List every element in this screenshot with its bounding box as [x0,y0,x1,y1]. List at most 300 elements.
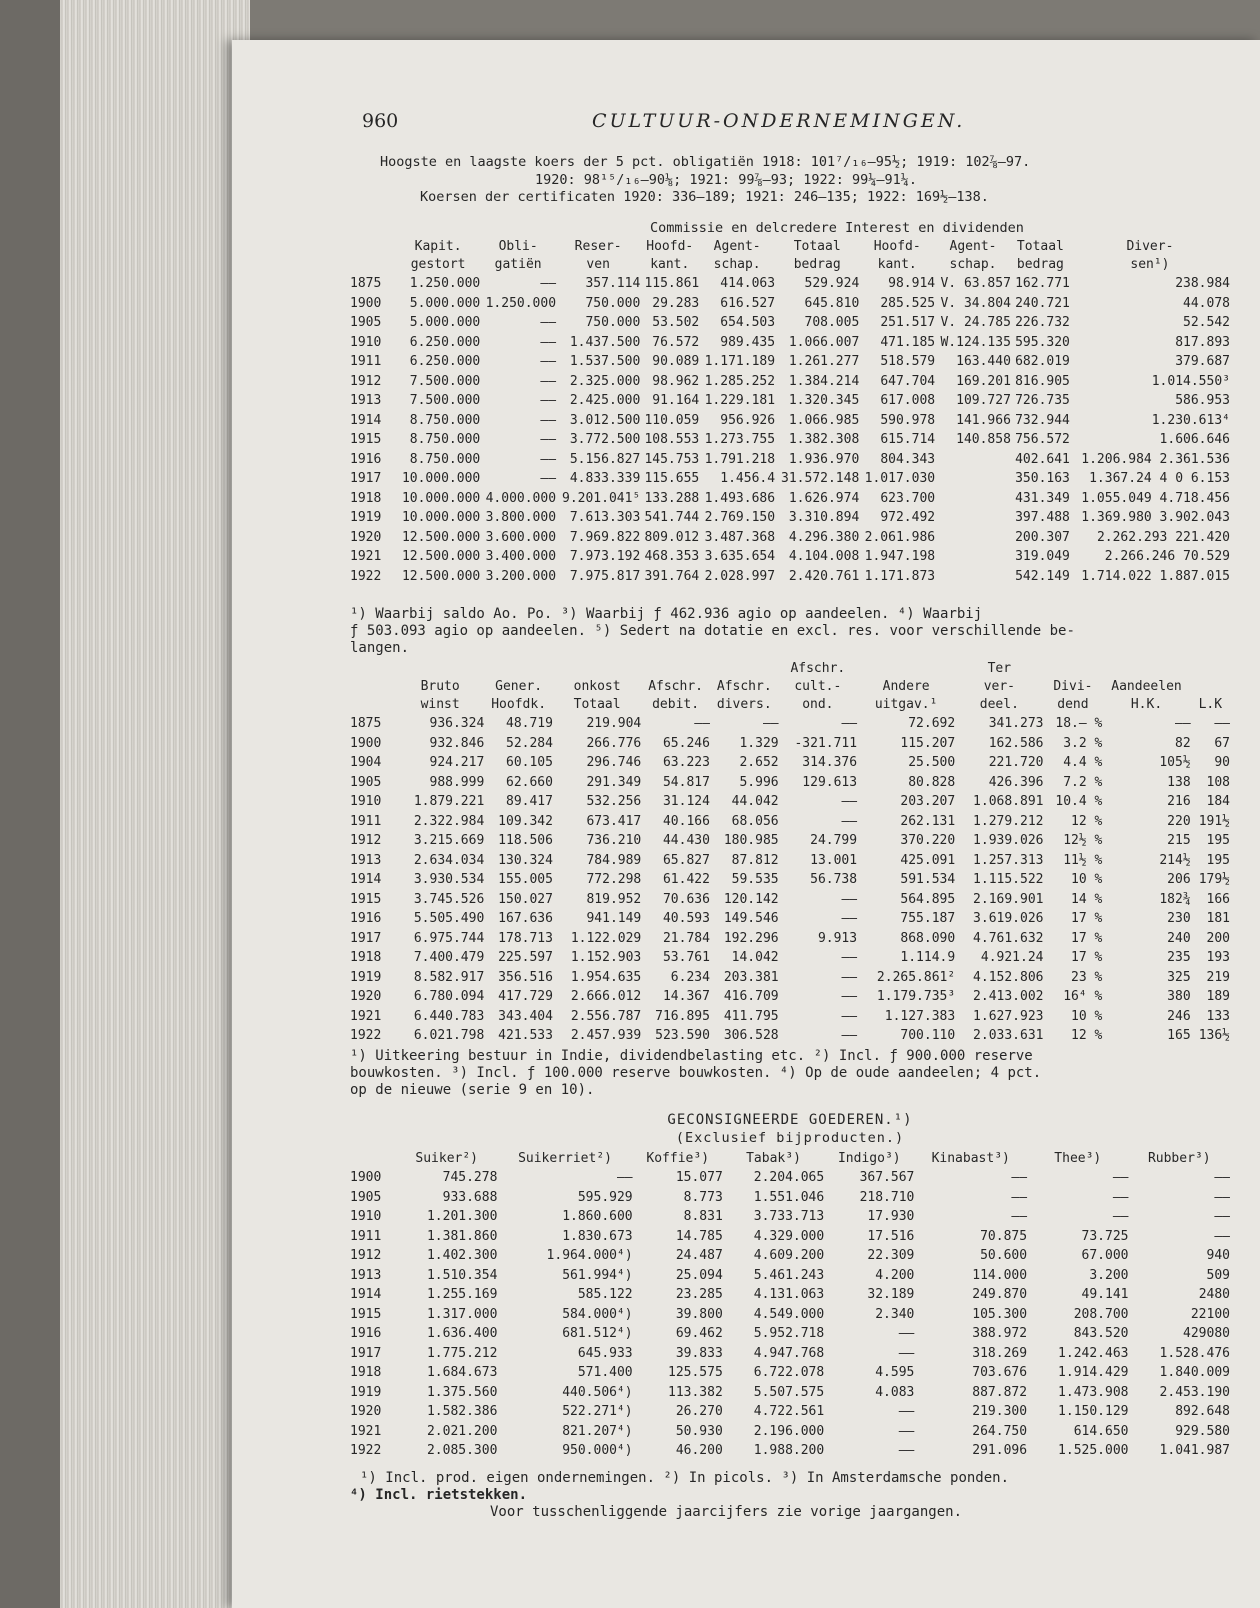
value-cell: 1.626.974 [788,490,860,506]
value-cell: 200 [1206,930,1230,946]
table-row [350,1168,1230,1188]
value-cell: 426.396 [988,774,1044,790]
year-cell: 1913 [350,1267,382,1283]
value-cell: 2480 [1198,1287,1230,1302]
year-cell: 1912 [350,373,382,389]
year-cell: 1905 [350,1189,382,1205]
value-cell: 115.207 [900,735,956,751]
value-cell: 2.652 [739,755,779,770]
value-cell: 6.234 [670,969,710,985]
value-cell: 756.572 [1015,432,1070,447]
value-cell: 1.055.049 4.718.456 [1081,490,1230,506]
table-row [350,773,1230,793]
footnote-line: ¹) Uitkeering bestuur in Indie, dividendbelasting etc. ²) Incl. ƒ 900.000 reserve [350,1048,1033,1064]
value-cell: 285.525 [880,295,936,311]
column-header [350,696,396,714]
value-cell: 843.520 [1073,1326,1129,1341]
value-cell: 1.127.383 [884,1008,956,1024]
value-cell: 6.021.798 [413,1028,485,1043]
footnote-line: ¹) Incl. prod. eigen ondernemingen. ²) In picols. ³) In Amsterdamsche ponden. [360,1470,1010,1486]
year-cell: 1900 [350,1170,382,1185]
value-cell: 9.201.041⁵ [562,490,641,506]
value-cell: 240 [1167,930,1191,946]
column-header: L.K [1198,697,1223,712]
header-row [350,678,1230,696]
value-cell: 13.001 [810,852,858,868]
value-cell: 200.307 [1015,529,1070,545]
footnote-line: bouwkosten. ³) Incl. ƒ 100.000 reserve bouwkosten. ⁴) Op de oude aandeelen; 4 pct. [350,1065,1042,1081]
column-header [641,660,710,678]
value-cell: 1.606.646 [1159,432,1230,447]
value-cell: —— [1112,1170,1129,1185]
value-cell: 105½ [1159,755,1191,770]
value-cell: 10.000.000 [401,471,481,486]
running-title: CULTUUR-ONDERNEMINGEN. [592,110,966,132]
year-cell: 1912 [350,1248,382,1263]
value-cell: 14.367 [662,989,710,1004]
consigned-goods-table [350,1150,1230,1461]
table-row [350,411,1230,431]
value-cell: 24.799 [810,833,858,848]
value-cell: 1.273.755 [704,432,776,447]
value-cell: 1.375.560 [426,1384,498,1400]
value-cell: 25.094 [675,1267,723,1283]
value-cell: W.124.135 [940,334,1011,350]
value-cell: 940 [1206,1248,1230,1263]
value-cell: 220 [1167,813,1191,829]
table-row [350,333,1230,353]
table-row [350,469,1230,489]
value-cell: 357.114 [585,276,641,291]
value-cell: 12.500.000 [401,549,481,564]
table-row [350,1266,1230,1286]
value-cell: 219 [1206,969,1230,985]
value-cell: 59.535 [731,872,779,887]
value-cell: 1.250.000 [485,295,557,311]
value-cell: 120.142 [723,891,779,907]
value-cell: 564.895 [900,891,956,907]
year-cell: 1913 [350,393,382,408]
value-cell: 325 [1167,969,1191,985]
value-cell: —— [898,1423,915,1439]
value-cell [935,469,1011,489]
value-cell: 39.800 [675,1306,723,1322]
year-cell: 1916 [350,1326,382,1341]
value-cell: 1.493.686 [704,490,776,506]
value-cell: 215 [1167,833,1191,848]
table-row [350,734,1230,754]
value-cell: 1.257.313 [973,852,1044,868]
value-cell: 16⁴ % [1063,989,1103,1004]
year-cell: 1920 [350,529,382,545]
value-cell: —— [898,1404,915,1419]
page-number: 960 [362,110,399,132]
value-cell: 2.033.631 [973,1028,1044,1043]
value-cell: 90 [1214,755,1230,770]
value-cell: 1.179.735³ [876,989,956,1004]
value-cell: 616.527 [720,295,776,311]
value-cell: 1.171.873 [864,568,936,584]
value-cell: 4.131.063 [753,1287,825,1302]
value-cell: 4.722.561 [753,1404,825,1419]
column-header [857,660,955,678]
column-header [350,238,396,256]
value-cell: 809.012 [644,529,700,545]
column-header [553,660,641,678]
table-row [350,352,1230,372]
value-cell: 623.700 [880,490,936,506]
year-cell: 1905 [350,315,382,330]
value-cell: 3.200.000 [485,568,557,584]
value-cell: 3.310.894 [788,510,860,525]
column-header [1102,660,1190,678]
year-cell: 1917 [350,930,382,946]
value-cell: 109.342 [498,813,553,829]
column-header: Ter [987,661,1012,676]
value-cell: 226.732 [1015,315,1070,330]
column-header: Indigo³) [837,1151,901,1166]
value-cell: 7.500.000 [409,393,481,408]
value-cell: 3.772.500 [569,432,641,447]
value-cell: —— [841,950,858,965]
value-cell: 129.613 [802,774,858,790]
value-cell: 133.288 [644,490,700,506]
value-cell: 708.005 [804,315,860,330]
value-cell: —— [1214,1170,1230,1185]
value-cell: 12½ % [1063,833,1103,848]
header-row [350,256,1230,274]
value-cell: 8.773 [683,1189,723,1205]
value-cell [935,489,1011,509]
column-header: Afschr. [648,679,703,694]
value-cell: 145.753 [644,451,700,467]
year-cell: 1921 [350,1008,382,1024]
book-spine-shadow [0,0,60,1608]
value-cell: 118.506 [498,833,553,848]
value-cell: 732.944 [1015,412,1070,428]
value-cell: 246 [1167,1008,1191,1024]
value-cell: 2.265.861² [876,969,956,985]
column-header: onkost [573,679,621,694]
value-cell: 12.500.000 [401,529,481,545]
value-cell: —— [841,1008,858,1024]
value-cell: 17.516 [867,1228,915,1244]
value-cell: 1.939.026 [973,833,1044,848]
value-cell: 6.975.744 [413,930,485,946]
footnote-line: langen. [350,640,410,656]
value-cell: 1.171.189 [704,354,776,369]
value-cell: 14 % [1071,891,1103,907]
value-cell: 804.343 [880,451,936,467]
value-cell: 414.063 [720,276,776,291]
value-cell: 4.595 [875,1365,915,1380]
year-cell: 1918 [350,490,382,506]
value-cell: 40.166 [662,813,710,829]
value-cell: 26.270 [675,1404,723,1419]
value-cell: 1.627.923 [973,1008,1044,1024]
value-cell: 819.952 [586,891,642,907]
value-cell: 2.666.012 [570,989,642,1004]
value-cell: 440.506⁴) [562,1384,633,1400]
value-cell: V. 63.857 [940,276,1011,291]
value-cell: V. 34.804 [940,295,1011,311]
column-header: Totaal [573,697,621,712]
column-header: dend [1057,697,1089,712]
value-cell: 1.229.181 [704,393,776,408]
value-cell: 6.250.000 [409,334,481,350]
value-cell: 6.440.783 [413,1008,485,1024]
value-cell: 314.376 [802,755,858,770]
column-header [350,1150,396,1168]
value-cell: —— [1112,1189,1129,1205]
value-cell: 1.242.463 [1058,1345,1129,1361]
value-cell: 1.936.970 [788,451,860,467]
value-cell: 52.542 [1183,315,1230,330]
intro-line: 1920: 98¹⁵/₁₆—90⅛; 1921: 99⅞—93; 1922: 99¼—91¼. [535,171,918,188]
table-row [350,1207,1230,1227]
value-cell: 53.761 [662,950,710,965]
column-header: Rubber³) [1147,1151,1211,1166]
value-cell: 8.831 [683,1209,723,1224]
value-cell: 225.597 [498,950,553,965]
value-cell: 5.952.718 [753,1326,825,1341]
value-cell: —— [898,1326,915,1341]
value-cell: 193 [1206,950,1230,965]
profit-footnotes [350,1048,1230,1099]
value-cell: 69.462 [675,1326,723,1341]
value-cell: 367.567 [859,1170,915,1185]
table-row [350,294,1230,314]
value-cell: —— [841,716,858,731]
value-cell: 1.261.277 [788,354,860,369]
column-header: Divi- [1053,679,1093,694]
table-row [350,372,1230,392]
column-header: Obli- [498,239,538,254]
value-cell: 235 [1167,950,1191,965]
value-cell: —— [898,1443,915,1458]
value-cell: 296.746 [586,755,642,770]
value-cell: 397.488 [1015,510,1070,525]
table-row [350,851,1230,871]
value-cell: 2.556.787 [570,1008,642,1024]
year-cell: 1915 [350,432,382,447]
value-cell: 133 [1206,1008,1230,1024]
value-cell: 4.000.000 [485,490,557,506]
value-cell: —— [540,451,557,467]
value-cell: 700.110 [900,1028,956,1043]
value-cell: 138 [1167,774,1191,790]
value-cell: 932.846 [429,735,485,751]
value-cell: 184 [1206,794,1230,809]
value-cell: —— [540,471,557,486]
value-cell: 22.309 [867,1248,915,1263]
value-cell: 887.872 [972,1384,1028,1400]
value-cell: 645.933 [577,1345,633,1361]
value-cell: 108 [1206,774,1230,790]
column-header: Hoofdk. [491,697,547,712]
value-cell: 1.115.522 [973,872,1044,887]
value-cell: 3.200 [1089,1267,1129,1283]
column-header: divers. [716,697,772,712]
column-header: Kinabast³) [931,1151,1010,1166]
column-header: H.K. [1130,697,1163,712]
value-cell: 167.636 [498,911,553,926]
table-row [350,1422,1230,1442]
footnote-line: ¹) Waarbij saldo Ao. Po. ³) Waarbij ƒ 462.936 agio op aandeelen. ⁴) Waarbij [350,606,983,622]
table-row [350,391,1230,411]
value-cell: 1.528.476 [1159,1345,1230,1361]
value-cell: 179½ [1198,872,1230,887]
value-cell: 2.028.997 [704,568,776,584]
column-header: Totaal [793,239,841,254]
value-cell: 206 [1167,872,1191,887]
value-cell: 214½ [1159,852,1191,868]
value-cell: 3.635.654 [704,549,776,564]
value-cell: 402.641 [1015,451,1070,467]
value-cell: 70.875 [980,1228,1028,1244]
value-cell: 8.750.000 [409,451,481,467]
value-cell: 4.296.380 [788,529,860,545]
value-cell: 291.096 [972,1443,1028,1458]
footnote-line: ƒ 503.093 agio op aandeelen. ⁵) Sedert na dotatie en excl. res. voor verschillende be- [350,623,1075,639]
value-cell: 62.660 [506,774,553,790]
value-cell: 4.549.000 [753,1306,825,1322]
value-cell: —— [1214,1209,1230,1224]
consigned-goods-title: GECONSIGNEERDE GOEDEREN.¹) [667,1112,913,1128]
price-intro [360,154,1240,207]
value-cell: 5.507.575 [753,1384,825,1400]
consigned-goods-subtitle: (Exclusief bijproducten.) [675,1130,905,1146]
value-cell: 1.384.214 [788,373,860,389]
value-cell: 1.510.354 [426,1267,498,1283]
value-cell: 972.492 [880,510,936,525]
value-cell: 1.279.212 [973,813,1044,829]
value-cell: 429080 [1183,1326,1230,1341]
value-cell: 130.324 [498,852,553,868]
value-cell: 784.989 [586,852,642,868]
column-header: Andere [882,679,930,694]
value-cell: 595.929 [577,1189,633,1205]
value-cell: 772.298 [586,872,642,887]
value-cell: 380 [1167,989,1191,1004]
value-cell: 10.000.000 [401,490,481,506]
year-cell: 1914 [350,872,382,887]
value-cell: 509 [1206,1267,1230,1283]
value-cell: 54.817 [662,774,710,790]
year-cell: 1914 [350,412,382,428]
value-cell: 169.201 [956,373,1011,389]
value-cell: 89.417 [506,794,553,809]
column-header: cult.- [794,679,842,694]
value-cell: 1.317.000 [426,1306,498,1322]
column-header: sen¹) [1130,257,1170,272]
value-cell: 114.000 [972,1267,1028,1283]
value-cell: 2.634.034 [413,852,485,868]
value-cell: 1.382.308 [788,432,860,447]
value-cell: 203.381 [723,969,779,985]
value-cell [935,528,1011,548]
value-cell: 5.000.000 [409,315,481,330]
value-cell: 221.720 [988,755,1044,770]
value-cell: 318.269 [972,1345,1028,1361]
header-row [350,238,1230,256]
value-cell: 14.785 [675,1228,723,1244]
value-cell: 219.300 [972,1404,1028,1419]
value-cell: 750.000 [585,315,641,330]
column-header [710,660,779,678]
column-header [396,660,484,678]
footnote-line: ⁴) Incl. rietstekken. [350,1487,528,1503]
footnote-line: Voor tusschenliggende jaarcijfers zie vorige jaargangen. [490,1504,963,1520]
value-cell: 6.250.000 [409,354,481,369]
value-cell: 3.745.526 [413,891,485,907]
year-cell: 1910 [350,794,382,809]
column-header: Gener. [495,679,543,694]
value-cell: —— [1011,1209,1028,1224]
value-cell: 7.400.479 [413,950,485,965]
value-cell: 1.066.985 [788,412,860,428]
value-cell: 1.775.212 [426,1345,498,1361]
value-cell: 52.284 [506,735,553,751]
value-cell: 615.714 [880,432,936,447]
value-cell: 17 % [1071,930,1103,946]
value-cell: 1.914.429 [1058,1365,1129,1380]
value-cell: 950.000⁴) [562,1443,633,1458]
year-cell: 1915 [350,1306,382,1322]
value-cell: —— [841,969,858,985]
column-header: Totaal [1016,239,1064,254]
value-cell: 595.320 [1015,334,1070,350]
value-cell: 25.500 [908,755,956,770]
value-cell: 17.930 [867,1209,915,1224]
value-cell: —— [841,989,858,1004]
value-cell [935,567,1011,587]
value-cell: —— [841,911,858,926]
value-cell: 1.684.673 [426,1365,498,1380]
value-cell: 1.041.987 [1159,1443,1230,1458]
value-cell: 1.329 [739,735,779,751]
column-header: schap. [713,257,761,272]
value-cell: —— [1214,1228,1230,1244]
value-cell: 1.114.9 [900,950,956,965]
value-cell: 3.800.000 [485,510,557,525]
value-cell: —— [540,354,557,369]
value-cell: 14.042 [731,950,779,965]
value-cell: 163.440 [956,354,1011,369]
value-cell: 750.000 [585,295,641,311]
value-cell: 49.141 [1081,1287,1129,1302]
column-header: kant. [877,257,917,272]
value-cell: 192.296 [723,930,779,946]
column-header: Diver- [1126,239,1174,254]
value-cell: 65.246 [662,735,710,751]
value-cell: 1.473.908 [1058,1384,1129,1400]
value-cell: 736.210 [586,833,642,848]
value-cell: 2.021.200 [426,1423,498,1439]
year-cell: 1875 [350,276,382,291]
value-cell: 4.104.008 [788,549,860,564]
column-header: Hoofd- [873,239,921,254]
value-cell: 647.704 [880,373,936,389]
value-cell: 31.124 [662,794,710,809]
value-cell: 10.4 % [1055,794,1103,809]
value-cell: 379.687 [1175,354,1230,369]
column-header [1044,660,1103,678]
year-cell: 1919 [350,510,382,525]
value-cell: 50.930 [675,1423,723,1439]
value-cell: 63.223 [662,755,710,770]
table-row [350,313,1230,333]
